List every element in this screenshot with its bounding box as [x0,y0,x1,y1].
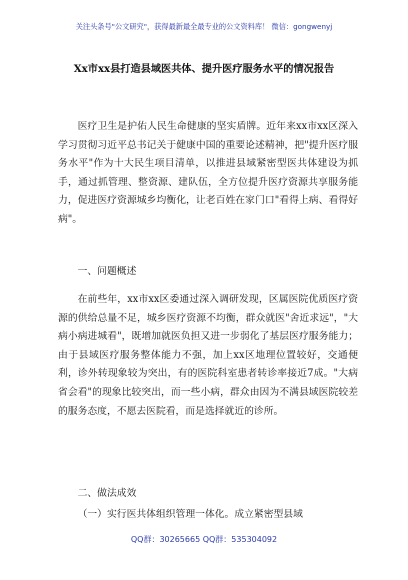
section-heading-measures: 二、做法成效 [77,488,137,499]
footer-qq-groups: QQ群：30265665 QQ群：535304092 [130,535,278,544]
problem-paragraph: 在前些年，xx市xx区委通过深入调研发现，区属医院优质医疗资源的供给总量不足，城乡医疗资源不均衡，群众就医"舍近求远"，"大病小病进城看"，既增加就医负担又进一步弱化了基层医疗服务能力；由于县域医疗服务整体能力不强，加上xx区地理位置较好，交通便利，诊外转现象较为突出，有的医院科室患者转诊率接近7成。"大病省会看"的现象比较突出，而一些小病，群众由因为不满县域医院较差的服务态度，不愿去医院看，而是选择就近的诊所。 [58,294,358,417]
header-banner [0,0,408,52]
section-heading-problem: 一、问题概述 [77,266,137,277]
footer-strip [0,570,408,580]
banner-text: 关注头条号"公文研究"，获得最新最全最专业的公文资料库！ 微信：gongwenyj [75,22,333,31]
document-title: Xx市xx县打造县域医共体、提升医疗服务水平的情况报告 [73,63,335,75]
intro-paragraph: 医疗卫生是护佑人民生命健康的坚实盾牌。近年来xx市xx区深入学习贯彻习近平总书记关于健康中国的重要论述精神，把"提升医疗服务水平"作为十大民生项目清单，以推进县域紧密型医共体建设为抓手，通过抓管理、整资源、建队伍，全方位提升医疗资源共享服务能力，促进医疗资源城乡均衡化，让老百姓在家门口"看得上病、看得好病"。 [58,121,358,225]
footer-banner [0,528,408,580]
subheading-measure-1: （一）实行医共体组织管理一体化。成立紧密型县域 [77,509,303,520]
